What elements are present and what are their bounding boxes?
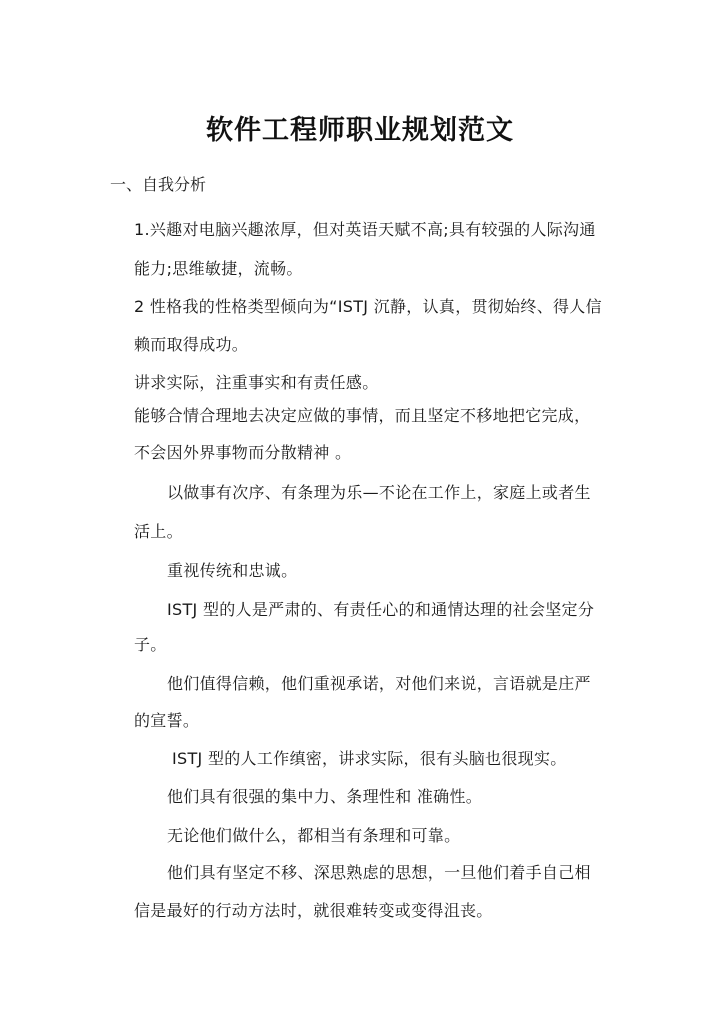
body-line: ISTJ 型的人是严肃的、有责任心的和通情达理的社会坚定分: [167, 600, 595, 619]
body-line: 活上。: [134, 522, 183, 541]
body-line: 子。: [134, 635, 167, 654]
document-title: 软件工程师职业规划范文: [206, 115, 514, 146]
body-line: ISTJ 型的人工作缜密，讲求实际，很有头脑也很现实。: [172, 749, 567, 768]
body-line: 他们具有坚定不移、深思熟虑的思想，一旦他们着手自己相: [167, 863, 591, 882]
body-line: 信是最好的行动方法时，就很难转变或变得沮丧。: [134, 901, 493, 920]
body-line: 以做事有次序、有条理为乐—不论在工作上，家庭上或者生: [167, 483, 591, 502]
body-line: 他们值得信赖，他们重视承诺，对他们来说，言语就是庄严: [167, 674, 591, 693]
body-line: 他们具有很强的集中力、条理性和 准确性。: [167, 787, 483, 806]
body-line: 能力;思维敏捷，流畅。: [134, 259, 303, 278]
body-line: 能够合情合理地去决定应做的事情，而且坚定不移地把它完成，: [134, 406, 591, 425]
body-line: 的宣誓。: [134, 711, 200, 730]
body-line: 赖而取得成功。: [134, 335, 249, 354]
section-heading: 一、自我分析: [110, 175, 207, 194]
body-line: 讲求实际，注重事实和有责任感。: [134, 373, 379, 392]
body-line: 重视传统和忠诚。: [167, 561, 298, 580]
body-line: 1.兴趣对电脑兴趣浓厚，但对英语天赋不高;具有较强的人际沟通: [134, 220, 596, 239]
body-line: 2 性格我的性格类型倾向为“ISTJ 沉静，认真，贯彻始终、得人信: [134, 297, 602, 316]
body-line: 不会因外界事物而分散精神 。: [134, 443, 352, 462]
body-line: 无论他们做什么，都相当有条理和可靠。: [167, 826, 461, 845]
